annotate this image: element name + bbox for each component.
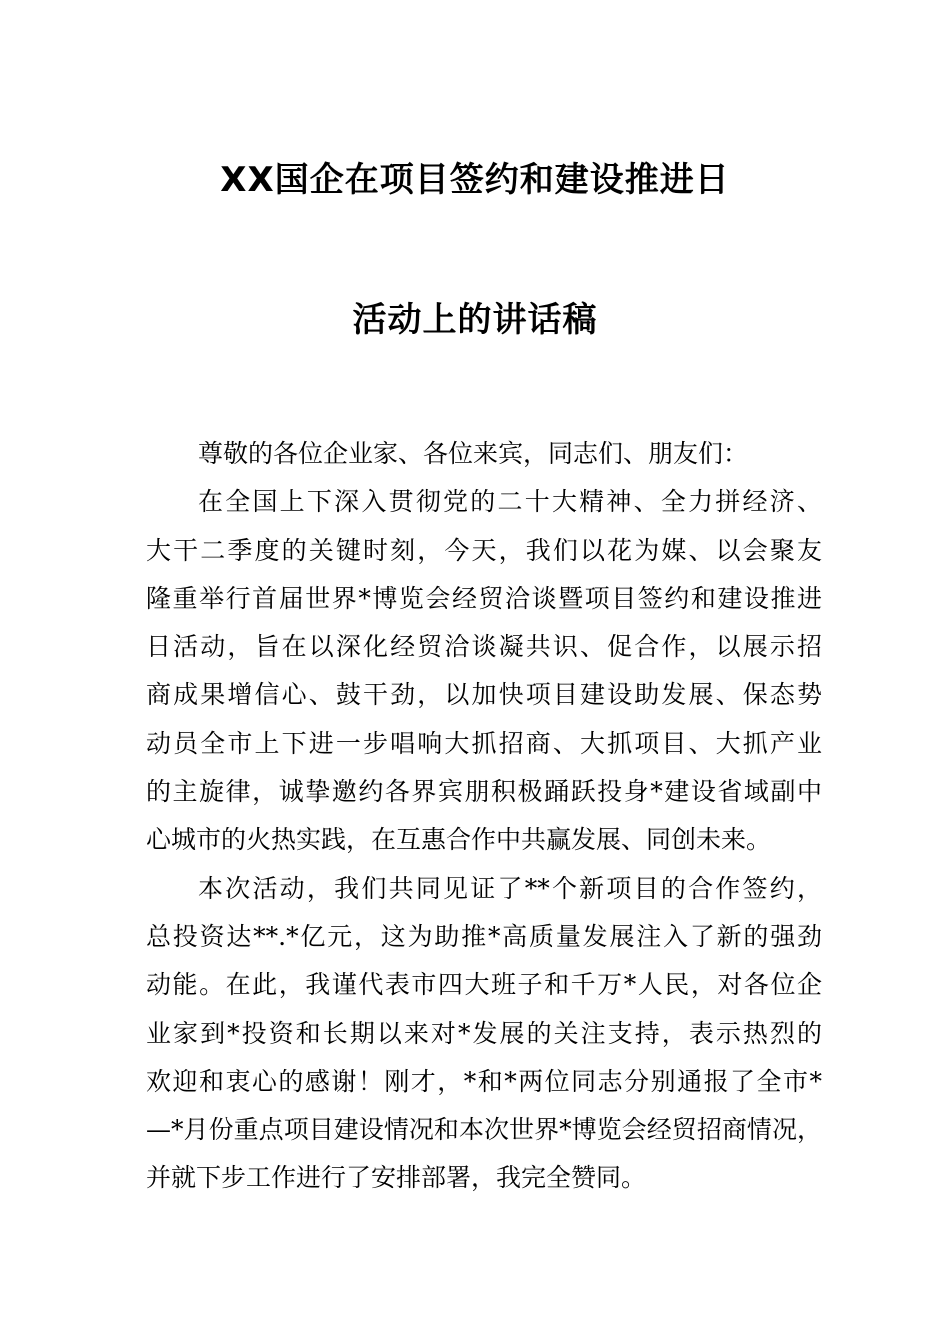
paragraph-1-line: 日活动，旨在以深化经贸洽谈凝共识、促合作，以展示招 [146,632,822,662]
paragraph-2-line: 动能。在此，我谨代表市四大班子和千万*人民，对各位企 [146,970,822,1000]
paragraph-1-line: 动员全市上下进一步唱响大抓招商、大抓项目、大抓产业 [146,728,822,758]
document-title-line-1: XX国企在项目签约和建设推进日 [220,160,730,200]
paragraph-2-line: 本次活动，我们共同见证了**个新项目的合作签约， [198,873,822,903]
paragraph-1-line: 的主旋律，诚挚邀约各界宾朋积极踊跃投身*建设省域副中 [146,777,822,807]
greeting-line: 尊敬的各位企业家、各位来宾，同志们、朋友们： [198,439,749,468]
document-body [146,430,822,1203]
paragraph-1-line: 商成果增信心、鼓干劲，以加快项目建设助发展、保态势 [146,680,822,710]
paragraph-2-line: 欢迎和衷心的感谢！刚才，*和*两位同志分别通报了全市* [146,1066,822,1096]
paragraph-2-line: —*月份重点项目建设情况和本次世界*博览会经贸招商情况， [146,1115,822,1145]
paragraph-2-line: 业家到*投资和长期以来对*发展的关注支持，表示热烈的 [146,1018,822,1048]
paragraph-1-line: 大干二季度的关键时刻，今天，我们以花为媒、以会聚友 [146,535,822,565]
paragraph-2-line: 并就下步工作进行了安排部署，我完全赞同。 [146,1163,647,1193]
paragraph-2 [146,865,822,1203]
paragraph-1-line: 心城市的火热实践，在互惠合作中共赢发展、同创未来。 [146,825,772,855]
paragraph-1 [146,478,822,864]
paragraph-1-line: 在全国上下深入贯彻党的二十大精神、全力拼经济、 [198,487,822,517]
paragraph-1-line: 隆重举行首届世界*博览会经贸洽谈暨项目签约和建设推进 [146,583,822,613]
document-title-line-2: 活动上的讲话稿 [352,300,598,340]
paragraph-2-line: 总投资达**.*亿元，这为助推*高质量发展注入了新的强劲 [146,921,822,951]
